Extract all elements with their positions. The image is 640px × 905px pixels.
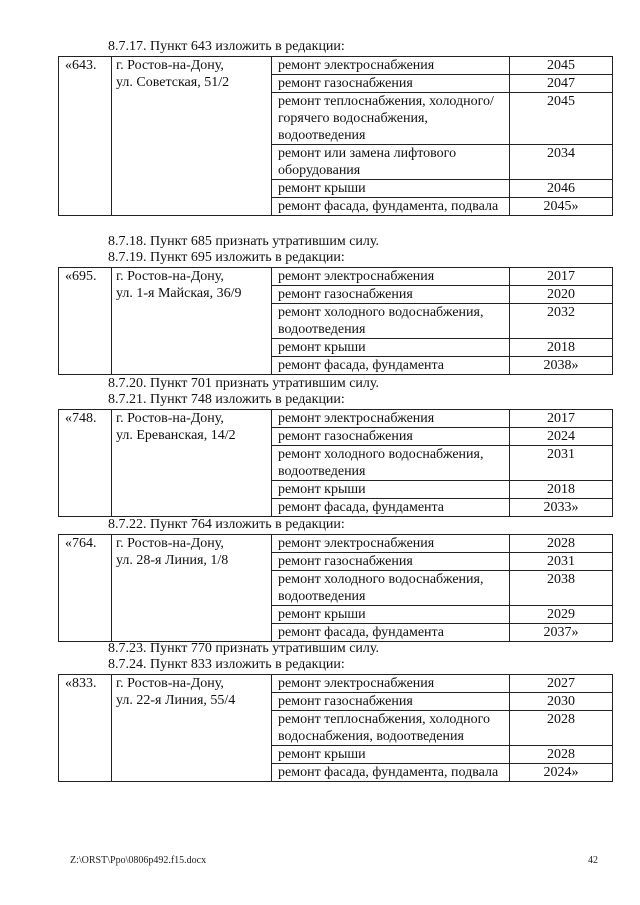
work-type: ремонт или замена лифтового оборудования bbox=[272, 145, 510, 180]
table-item-643 bbox=[58, 56, 613, 216]
clause-8-7-20: 8.7.20. Пункт 701 признать утратившим силу. bbox=[108, 376, 379, 391]
work-type: ремонт крыши bbox=[272, 746, 510, 764]
address-city: г. Ростов-на-Дону, bbox=[116, 58, 224, 73]
work-type: ремонт крыши bbox=[272, 606, 510, 624]
address-street: ул. 1-я Майская, 36/9 bbox=[116, 286, 242, 301]
address-city: г. Ростов-на-Дону, bbox=[116, 536, 224, 551]
work-year: 2027 bbox=[510, 675, 613, 693]
item-number: «833. bbox=[59, 675, 112, 782]
address-street: ул. Ереванская, 14/2 bbox=[116, 428, 236, 443]
item-address bbox=[112, 675, 272, 782]
work-year: 2038 bbox=[510, 571, 613, 606]
work-year: 2017 bbox=[510, 410, 613, 428]
work-type: ремонт электроснабжения bbox=[272, 675, 510, 693]
work-year: 2046 bbox=[510, 180, 613, 198]
work-year: 2047 bbox=[510, 75, 613, 93]
address-city: г. Ростов-на-Дону, bbox=[116, 269, 224, 284]
work-type: ремонт фасада, фундамента, подвала bbox=[272, 198, 510, 216]
work-type: ремонт газоснабжения bbox=[272, 428, 510, 446]
work-type: ремонт холодного водоснабжения, водоотведения bbox=[272, 304, 510, 339]
item-address bbox=[112, 268, 272, 375]
work-type: ремонт газоснабжения bbox=[272, 286, 510, 304]
work-year: 2031 bbox=[510, 553, 613, 571]
item-address bbox=[112, 57, 272, 216]
table-item-748 bbox=[58, 409, 613, 517]
item-number: «695. bbox=[59, 268, 112, 375]
clause-8-7-19: 8.7.19. Пункт 695 изложить в редакции: bbox=[108, 250, 345, 265]
table-item-764 bbox=[58, 534, 613, 642]
address-city: г. Ростов-на-Дону, bbox=[116, 411, 224, 426]
address-street: ул. Советская, 51/2 bbox=[116, 75, 230, 90]
work-year: 2028 bbox=[510, 711, 613, 746]
clause-8-7-22: 8.7.22. Пункт 764 изложить в редакции: bbox=[108, 517, 345, 532]
work-type: ремонт холодного водоснабжения, водоотведения bbox=[272, 446, 510, 481]
work-year: 2017 bbox=[510, 268, 613, 286]
work-year: 2037» bbox=[510, 624, 613, 642]
item-number: «643. bbox=[59, 57, 112, 216]
item-address bbox=[112, 410, 272, 517]
clause-8-7-24: 8.7.24. Пункт 833 изложить в редакции: bbox=[108, 657, 345, 672]
work-year: 2018 bbox=[510, 481, 613, 499]
work-type: ремонт газоснабжения bbox=[272, 75, 510, 93]
address-street: ул. 28-я Линия, 1/8 bbox=[116, 553, 229, 568]
work-year: 2032 bbox=[510, 304, 613, 339]
work-type: ремонт теплоснабжения, холодного/горячего водоснабжения, водоотведения bbox=[272, 93, 510, 145]
table-item-695 bbox=[58, 267, 613, 375]
work-type: ремонт фасада, фундамента bbox=[272, 624, 510, 642]
work-type: ремонт фасада, фундамента bbox=[272, 499, 510, 517]
work-type: ремонт фасада, фундамента, подвала bbox=[272, 764, 510, 782]
work-year: 2024» bbox=[510, 764, 613, 782]
work-type: ремонт электроснабжения bbox=[272, 268, 510, 286]
address-street: ул. 22-я Линия, 55/4 bbox=[116, 693, 236, 708]
address-city: г. Ростов-на-Дону, bbox=[116, 676, 224, 691]
work-year: 2045 bbox=[510, 93, 613, 145]
work-year: 2028 bbox=[510, 746, 613, 764]
work-year: 2030 bbox=[510, 693, 613, 711]
work-type: ремонт крыши bbox=[272, 339, 510, 357]
work-type: ремонт электроснабжения bbox=[272, 410, 510, 428]
work-type: ремонт теплоснабжения, холодного водоснабжения, водоотведения bbox=[272, 711, 510, 746]
clause-8-7-18: 8.7.18. Пункт 685 признать утратившим силу. bbox=[108, 234, 379, 249]
item-number: «748. bbox=[59, 410, 112, 517]
work-year: 2024 bbox=[510, 428, 613, 446]
work-type: ремонт холодного водоснабжения, водоотведения bbox=[272, 571, 510, 606]
clause-8-7-23: 8.7.23. Пункт 770 признать утратившим силу. bbox=[108, 641, 379, 656]
work-type: ремонт фасада, фундамента bbox=[272, 357, 510, 375]
work-type: ремонт электроснабжения bbox=[272, 57, 510, 75]
work-year: 2038» bbox=[510, 357, 613, 375]
work-type: ремонт газоснабжения bbox=[272, 693, 510, 711]
work-year: 2020 bbox=[510, 286, 613, 304]
work-year: 2031 bbox=[510, 446, 613, 481]
work-year: 2045» bbox=[510, 198, 613, 216]
work-year: 2034 bbox=[510, 145, 613, 180]
work-type: ремонт крыши bbox=[272, 481, 510, 499]
work-year: 2029 bbox=[510, 606, 613, 624]
work-type: ремонт электроснабжения bbox=[272, 535, 510, 553]
work-year: 2018 bbox=[510, 339, 613, 357]
work-year: 2033» bbox=[510, 499, 613, 517]
item-address bbox=[112, 535, 272, 642]
clause-8-7-17: 8.7.17. Пункт 643 изложить в редакции: bbox=[108, 39, 345, 54]
work-type: ремонт газоснабжения bbox=[272, 553, 510, 571]
work-type: ремонт крыши bbox=[272, 180, 510, 198]
footer-file-path: Z:\ORST\Ppo\0806p492.f15.docx bbox=[70, 855, 207, 866]
item-number: «764. bbox=[59, 535, 112, 642]
table-item-833 bbox=[58, 674, 613, 782]
work-year: 2028 bbox=[510, 535, 613, 553]
clause-8-7-21: 8.7.21. Пункт 748 изложить в редакции: bbox=[108, 392, 345, 407]
footer-page-number: 42 bbox=[588, 855, 598, 866]
work-year: 2045 bbox=[510, 57, 613, 75]
